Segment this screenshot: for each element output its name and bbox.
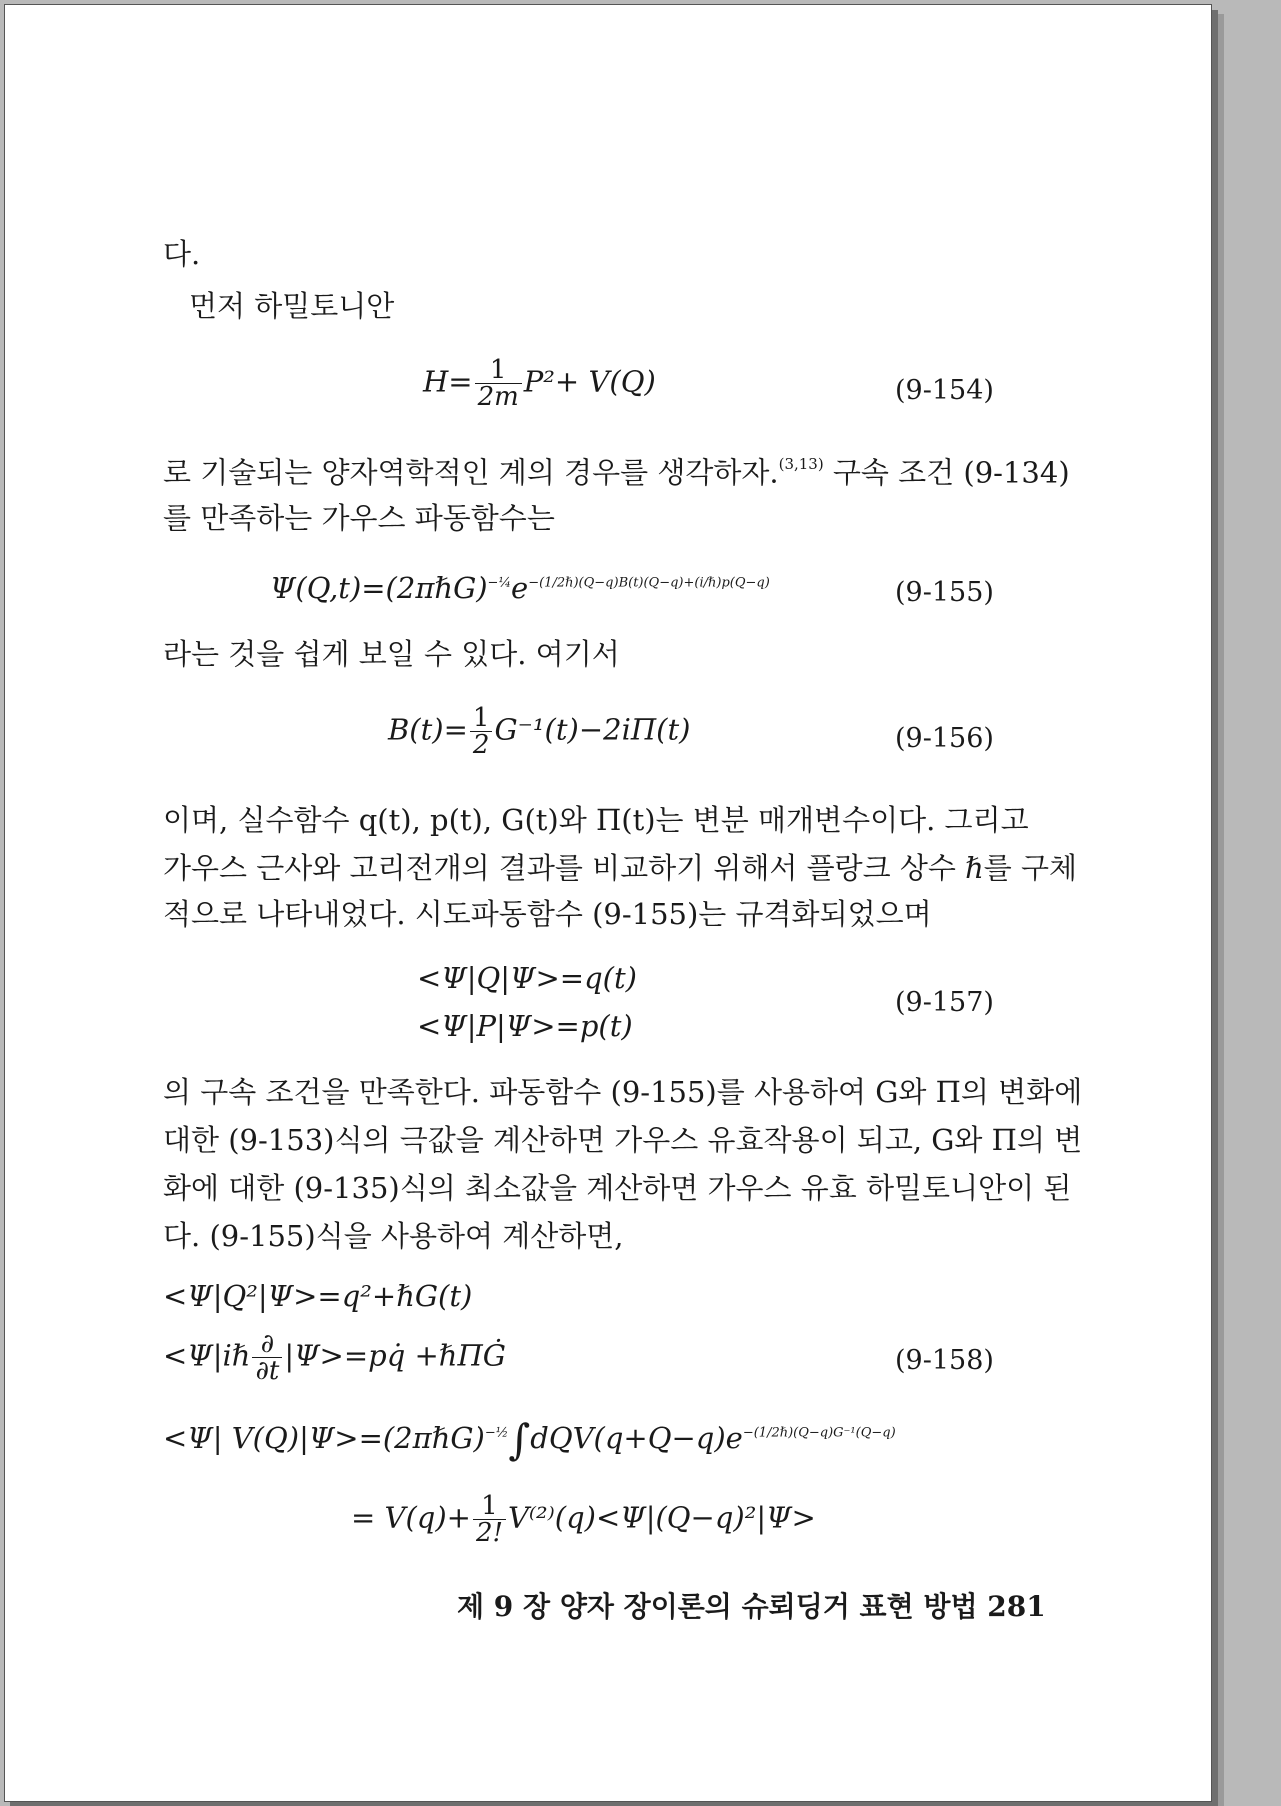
- text-line-8: 적으로 나타내었다. 시도파동함수 (9-155)는 규격화되었으며: [163, 897, 932, 931]
- text-line-9: 의 구속 조건을 만족한다. 파동함수 (9-155)를 사용하여 G와 Π의 변화에: [163, 1075, 1083, 1109]
- eq158-row3a: <Ψ| V(Q)|Ψ>=(2πℏG): [163, 1421, 485, 1455]
- equation-number-9-156: (9-156): [895, 723, 994, 754]
- eq156-lhs: B(t)=: [388, 712, 468, 747]
- equation-9-157-row2: <Ψ|P|Ψ>=p(t): [417, 1009, 633, 1043]
- page-footer: 제 9 장 양자 장이론의 슈뢰딩거 표현 방법 281: [457, 1590, 1046, 1623]
- eq154-rest: P²+ V(Q): [523, 364, 656, 399]
- equation-9-158-row1: <Ψ|Q²|Ψ>=q²+ℏG(t): [163, 1279, 473, 1313]
- eq158-row3b: dQV(q+Q−q)e: [530, 1421, 743, 1455]
- eq158-row4b: V⁽²⁾(q)<Ψ|(Q−q)²|Ψ>: [507, 1500, 816, 1535]
- text-line-2: 먼저 하밀토니안: [189, 289, 395, 323]
- eq154-num: 1: [475, 357, 522, 384]
- equation-9-156: [388, 705, 690, 758]
- eq158-row4a: = V(q)+: [351, 1500, 471, 1535]
- document-page: [4, 4, 1212, 1802]
- eq158-row2a: <Ψ|iℏ: [163, 1338, 251, 1373]
- text-line-11: 화에 대한 (9-135)식의 최소값을 계산하면 가우스 유효 하밀토니안이 된: [163, 1171, 1072, 1205]
- eq158-row2den: ∂t: [255, 1356, 280, 1386]
- eq158-row3exp2: −(1/2ℏ)(Q−q)G⁻¹(Q−q): [742, 1425, 896, 1441]
- eq155-e: e: [511, 571, 529, 605]
- text-line-12: 다. (9-155)식을 사용하여 계산하면,: [163, 1219, 624, 1253]
- eq155-exp2: −(1/2ℏ)(Q−q)B(t)(Q−q)+(i/ℏ)p(Q−q): [528, 575, 770, 591]
- integral-sign: ∫: [508, 1415, 531, 1464]
- equation-9-154: [423, 357, 656, 410]
- equation-number-9-154: (9-154): [895, 375, 994, 406]
- equation-9-158-row4: [351, 1493, 816, 1546]
- eq155-main: Ψ(Q,t)=(2πℏG): [270, 571, 488, 605]
- eq156-num: 1: [470, 705, 493, 732]
- eq158-row3exp: −½: [484, 1425, 509, 1441]
- citation: (3,13): [778, 455, 824, 473]
- text-line-3a: 로 기술되는 양자역학적인 계의 경우를 생각하자.: [163, 455, 779, 490]
- eq154-lhs: H=: [423, 364, 473, 399]
- text-line-6: 이며, 실수함수 q(t), p(t), G(t)와 Π(t)는 변분 매개변수이다. 그리고: [163, 803, 1029, 837]
- text-line-1: 다.: [163, 237, 201, 271]
- eq154-den: 2m: [477, 382, 519, 412]
- eq158-row2num: ∂: [252, 1331, 282, 1358]
- eq156-rest: G⁻¹(t)−2iΠ(t): [494, 712, 691, 747]
- equation-number-9-158: (9-158): [895, 1345, 994, 1376]
- equation-9-158-row3: [163, 1415, 896, 1464]
- equation-9-157-row1: <Ψ|Q|Ψ>=q(t): [417, 961, 637, 995]
- equation-number-9-157: (9-157): [895, 987, 994, 1018]
- eq158-row2b: |Ψ>=pq̇ +ℏΠĠ: [284, 1338, 506, 1373]
- eq155-exp1: −¼: [487, 575, 512, 591]
- equation-9-158-row2: [163, 1331, 506, 1384]
- equation-number-9-155: (9-155): [895, 577, 994, 608]
- text-line-4: 를 만족하는 가우스 파동함수는: [163, 501, 555, 535]
- eq156-den: 2: [472, 730, 490, 760]
- text-line-10: 대한 (9-153)식의 극값을 계산하면 가우스 유효작용이 되고, G와 Π의 변: [163, 1123, 1083, 1157]
- equation-9-155: [270, 571, 770, 605]
- eq158-row4den: 2!: [475, 1518, 503, 1548]
- text-line-3: [163, 455, 1070, 490]
- text-line-7: 가우스 근사와 고리전개의 결과를 비교하기 위해서 플랑크 상수 ℏ를 구체: [163, 851, 1078, 885]
- text-line-3b: 구속 조건 (9-134): [823, 455, 1070, 490]
- text-line-5: 라는 것을 쉽게 보일 수 있다. 여기서: [163, 637, 620, 671]
- eq158-row4num: 1: [473, 1493, 506, 1520]
